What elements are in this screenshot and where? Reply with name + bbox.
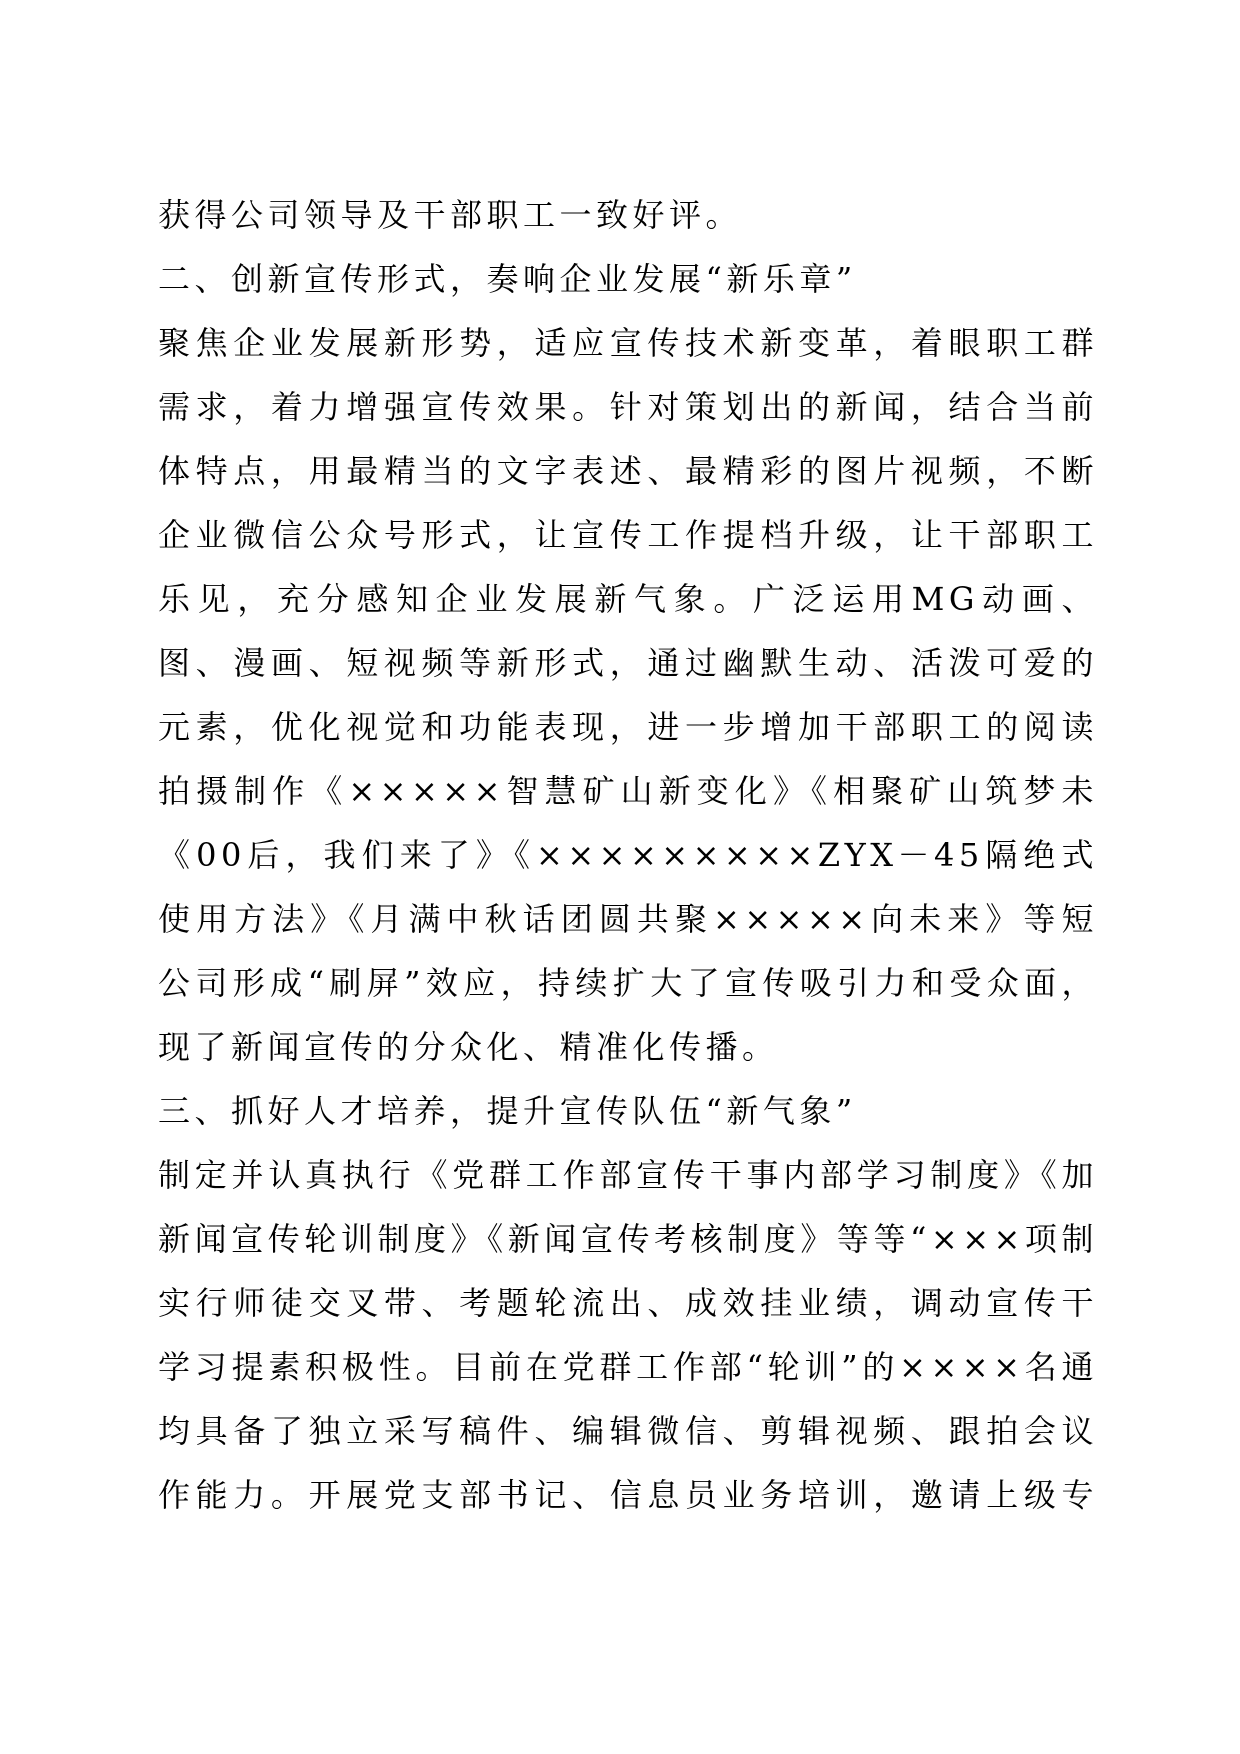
document-body	[158, 183, 1098, 1527]
section-3-line-1: 制定并认真执行《党群工作部宣传干事内部学习制度》《加	[158, 1156, 1098, 1194]
section-2-line-12: 现了新闻宣传的分众化、精准化传播。	[158, 1028, 779, 1066]
section-2-line-1: 聚焦企业发展新形势，适应宣传技术新变革，着眼职工群	[158, 324, 1098, 362]
section-3-line-6: 作能力。开展党支部书记、信息员业务培训，邀请上级专	[158, 1476, 1098, 1514]
section-2-line-5: 乐见，充分感知企业发展新气象。广泛运用MG动画、	[158, 580, 1098, 618]
section-3-heading: 三、抓好人才培养，提升宣传队伍“新气象”	[158, 1092, 857, 1130]
section-2-line-9: 《00后，我们来了》《×××××××××ZYX－45隔绝式	[158, 836, 1098, 874]
section-2-heading: 二、创新宣传形式，奏响企业发展“新乐章”	[158, 260, 857, 298]
section-3-line-4: 学习提素积极性。目前在党群工作部“轮训”的××××名通	[158, 1348, 1098, 1386]
section-2-line-3: 体特点，用最精当的文字表述、最精彩的图片视频，不断	[158, 452, 1098, 490]
section-2-line-2: 需求，着力增强宣传效果。针对策划出的新闻，结合当前	[158, 388, 1098, 426]
section-2-line-7: 元素，优化视觉和功能表现，进一步增加干部职工的阅读	[158, 708, 1098, 746]
section-2-line-8: 拍摄制作《×××××智慧矿山新变化》《相聚矿山筑梦未	[158, 772, 1098, 810]
section-2-line-6: 图、漫画、短视频等新形式，通过幽默生动、活泼可爱的	[158, 644, 1098, 682]
section-2-line-4: 企业微信公众号形式，让宣传工作提档升级，让干部职工	[158, 516, 1098, 554]
section-3-line-3: 实行师徒交叉带、考题轮流出、成效挂业绩，调动宣传干	[158, 1284, 1098, 1322]
section-3-line-5: 均具备了独立采写稿件、编辑微信、剪辑视频、跟拍会议	[158, 1412, 1098, 1450]
section-2-line-10: 使用方法》《月满中秋话团圆共聚×××××向未来》等短	[158, 900, 1098, 938]
section-3-line-2: 新闻宣传轮训制度》《新闻宣传考核制度》等等“×××项制	[158, 1220, 1098, 1258]
intro-line-1: 获得公司领导及干部职工一致好评。	[158, 196, 743, 234]
section-2-line-11: 公司形成“刷屏”效应，持续扩大了宣传吸引力和受众面，	[158, 964, 1098, 1002]
